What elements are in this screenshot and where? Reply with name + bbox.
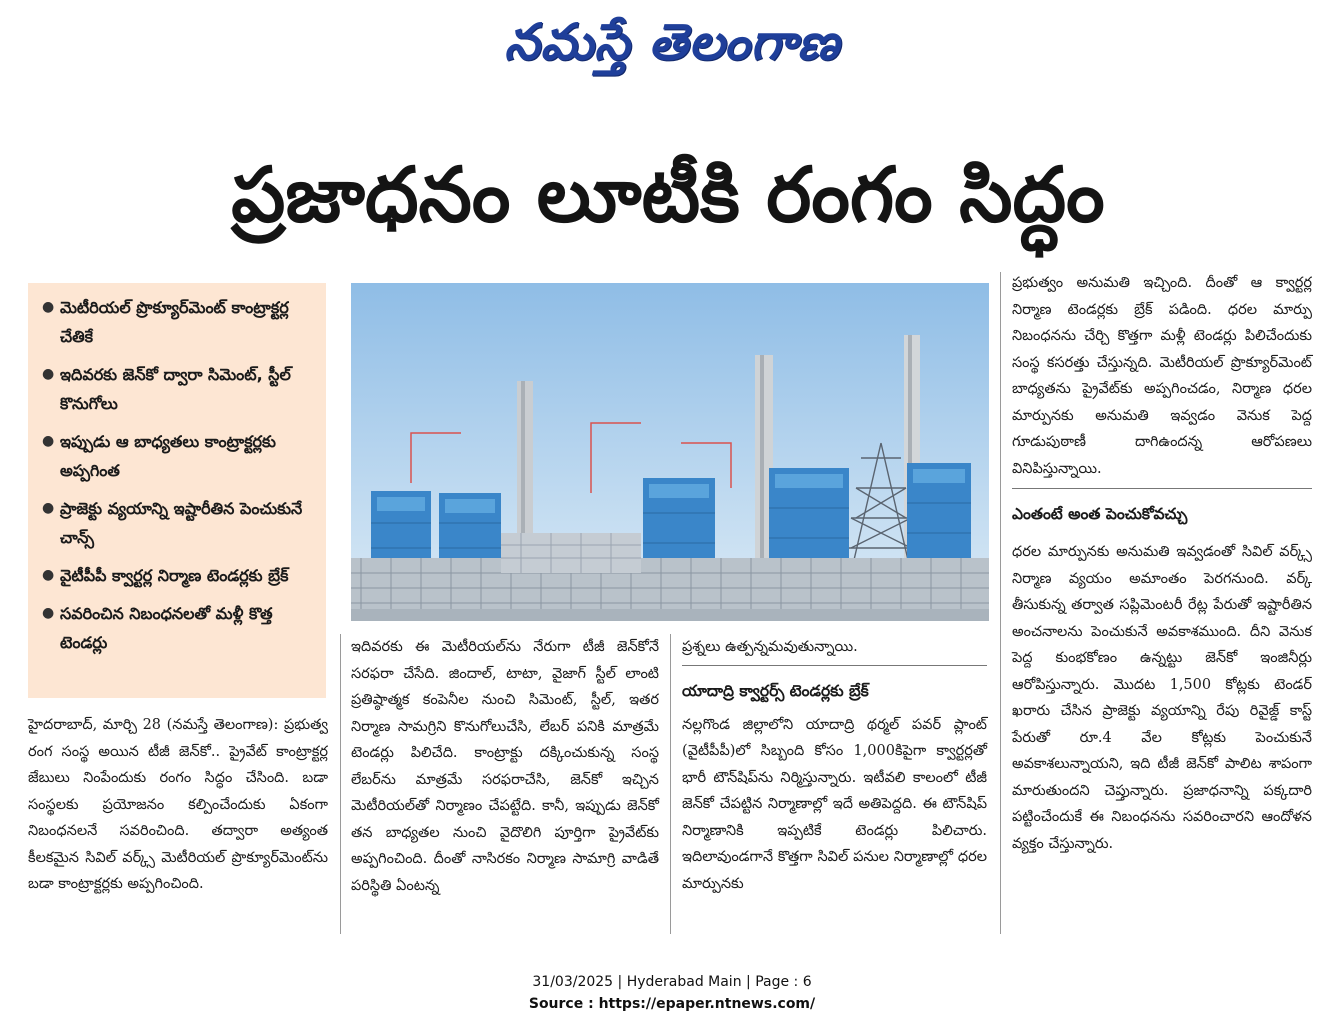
highlights-list <box>38 293 318 657</box>
paragraph: ప్రశ్నలు ఉత్పన్నమవుతున్నాయి. <box>682 639 858 655</box>
highlight-text: వైటీపీపీ క్వార్టర్ల నిర్మాణ టెండర్లకు బ్రేక్ <box>60 566 289 585</box>
bullet-icon: ● <box>42 567 55 583</box>
highlight-text: ఇదివరకు జెన్‌కో ద్వారా సిమెంట్, స్టీల్ కొనుగోలు <box>60 365 291 413</box>
subhead-rule <box>682 665 987 666</box>
highlight-text: ప్రాజెక్టు వ్యయాన్ని ఇష్టారీతిన పెంచుకునే చాన్స్ <box>60 499 303 547</box>
paragraph: ధరల మార్పునకు అనుమతి ఇవ్వడంతో సివిల్ వర్క్స్ నిర్మాణ వ్యయం అమాంతం పెరగనుంది. వర్క్ తీసుకున్న తర్వాత సప్లిమెంటరీ రేట్ల పేరుతో ఇష్టారీతిన అంచనాలను పెంచుకునే అవకాశముంది. దీని వెనుక పెద్ద కుంభకోణం ఉన్నట్టు జెన్‌కో ఇంజినీర్లు ఆరోపిస్తున్నారు. మొదట 1,500 కోట్లకు టెండర్ ఖరారు చేసిన ప్రాజెక్టు వ్యయాన్ని రేపు రివైజ్డ్ కాస్ట్ పేరుతో రూ.4 వేల కోట్లకు పెంచుకునే అవకాశలున్నాయని, ఇది టీజీ జెన్‌కో పాలిట శాపంగా మారుతుందని చెప్తున్నారు. ప్రజాధనాన్ని పక్కదారి పట్టించేందుకే ఈ నిబంధనను సవరించారని ఆందోళన వ్యక్తం చేస్తున్నారు. <box>1012 544 1312 852</box>
paragraph: నల్లగొండ జిల్లాలోని యాదాద్రి థర్మల్ పవర్ ప్లాంట్ (వైటీపీపీ)లో సిబ్బంది కోసం 1,000కిపైగా క్వార్టర్లతో భారీ టౌన్‌షిప్‌ను నిర్మిస్తున్నారు. ఇటీవలి కాలంలో టీజీ జెన్‌కో చేపట్టిన నిర్మాణాల్లో ఇదే అతిపెద్దది. ఈ టౌన్‌షిప్ నిర్మాణానికి ఇప్పటికే టెండర్లు పిలిచారు. ఇదిలావుండగానే కొత్తగా సివిల్ పనుల నిర్మాణాల్లో ధరల మార్పునకు <box>682 716 987 892</box>
article-column-3 <box>682 634 987 897</box>
highlight-item <box>38 360 318 418</box>
paragraph: ఇదివరకు ఈ మెటీరియల్‌ను నేరుగా టీజీ జెన్‌కోనే సరఫరా చేసేది. జిందాల్, టాటా, వైజాగ్ స్టీల్ లాంటి ప్రతిష్ఠాత్మక కంపెనీల నుంచి సిమెంట్, స్టీల్, ఇతర నిర్మాణ సామగ్రిని కొనుగోలుచేసి, లేబర్ పనికి మాత్రమే టెండర్లు పిలిచేది. కాంట్రాక్టు దక్కించుకున్న సంస్థ లేబర్‌ను మాత్రమే సరఫరాచేసి, జెన్‌కో ఇచ్చిన మెటీరియల్‌తో నిర్మాణం చేపట్టేది. కానీ, ఇప్పుడు జెన్‌కో తన బాధ్యతల నుంచి వైదొలిగి పూర్తిగా ప్రైవేట్‌కు అప్పగించింది. దీంతో నాసిరకం నిర్మాణ సామాగ్రి వాడితే పరిస్థితి ఏంటన్న <box>351 639 659 894</box>
highlight-item <box>38 494 318 552</box>
highlight-item <box>38 561 318 590</box>
bullet-icon: ● <box>42 605 55 621</box>
highlight-text: ఇప్పుడు ఆ బాధ్యతలు కాంట్రాక్టర్లకు అప్పగింత <box>60 432 276 480</box>
subhead-rule <box>1012 488 1312 489</box>
paragraph: హైదరాబాద్, మార్చి 28 (నమస్తే తెలంగాణ): ప్రభుత్వ రంగ సంస్థ అయిన టీజీ జెన్‌కో.. ప్రైవేట్ కాంట్రాక్టర్ల జేబులు నింపేందుకు రంగం సిద్ధం చేసింది. బడా సంస్థలకు ప్రయోజనం కల్పించేందుకు ఏకంగా నిబంధనలనే సవరించింది. తద్వారా అత్యంత కీలకమైన సివిల్ వర్క్స్ మెటీరియల్ ప్రొక్యూర్‌మెంట్‌ను బడా కాంట్రాక్టర్లకు అప్పగించింది. <box>28 717 328 892</box>
power-plant-illustration <box>351 283 989 621</box>
bullet-icon: ● <box>42 299 55 315</box>
footer-source: Source : https://epaper.ntnews.com/ <box>528 996 816 1012</box>
highlight-text: మెటీరియల్ ప్రొక్యూర్‌మెంట్ కాంట్రాక్టర్ల చేతికే <box>60 298 289 346</box>
bullet-icon: ● <box>42 500 55 516</box>
bullet-icon: ● <box>42 433 55 449</box>
column-divider <box>1000 272 1001 934</box>
highlight-item <box>38 599 318 657</box>
subheading: ఎంతంటే అంత పెంచుకోవచ్చు <box>1012 505 1188 523</box>
highlight-item <box>38 427 318 485</box>
masthead-logo: నమస్తే తెలంగాణ <box>504 13 840 71</box>
bullet-icon: ● <box>42 366 55 382</box>
power-plant-photo <box>351 283 989 621</box>
highlight-text: సవరించిన నిబంధనలతో మళ్లీ కొత్త టెండర్లు <box>60 604 273 652</box>
column-divider <box>670 634 671 934</box>
article-column-4 <box>1012 270 1312 857</box>
column-divider <box>340 634 341 934</box>
highlight-item <box>38 293 318 351</box>
article-headline: ప్రజాధనం లూటీకి రంగం సిద్ధం <box>231 150 1105 239</box>
paragraph: ప్రభుత్వం అనుమతి ఇచ్చింది. దీంతో ఆ క్వార్టర్ల నిర్మాణ టెండర్లకు బ్రేక్ పడింది. ధరల మార్పు నిబంధనను చేర్చి కొత్తగా మళ్లీ టెండర్లు పిలిచేందుకు సంస్థ కసరత్తు చేస్తున్నది. మెటీరియల్ ప్రొక్యూర్‌మెంట్ బాధ్యతను ప్రైవేట్‌కు అప్పగించడం, నిర్మాణ ధరల మార్పునకు అనుమతి ఇవ్వడం వెనుక పెద్ద గూడుపుఠాణీ దాగిఉందన్న ఆరోపణలు వినిపిస్తున్నాయి. <box>1012 275 1312 477</box>
subheading: యాదాద్రి క్వార్టర్స్ టెండర్లకు బ్రేక్ <box>682 681 869 700</box>
article-column-1 <box>28 712 328 898</box>
highlights-box <box>28 283 326 698</box>
article-column-2 <box>351 634 659 899</box>
footer-dateline: 31/03/2025 | Hyderabad Main | Page : 6 <box>532 974 812 990</box>
